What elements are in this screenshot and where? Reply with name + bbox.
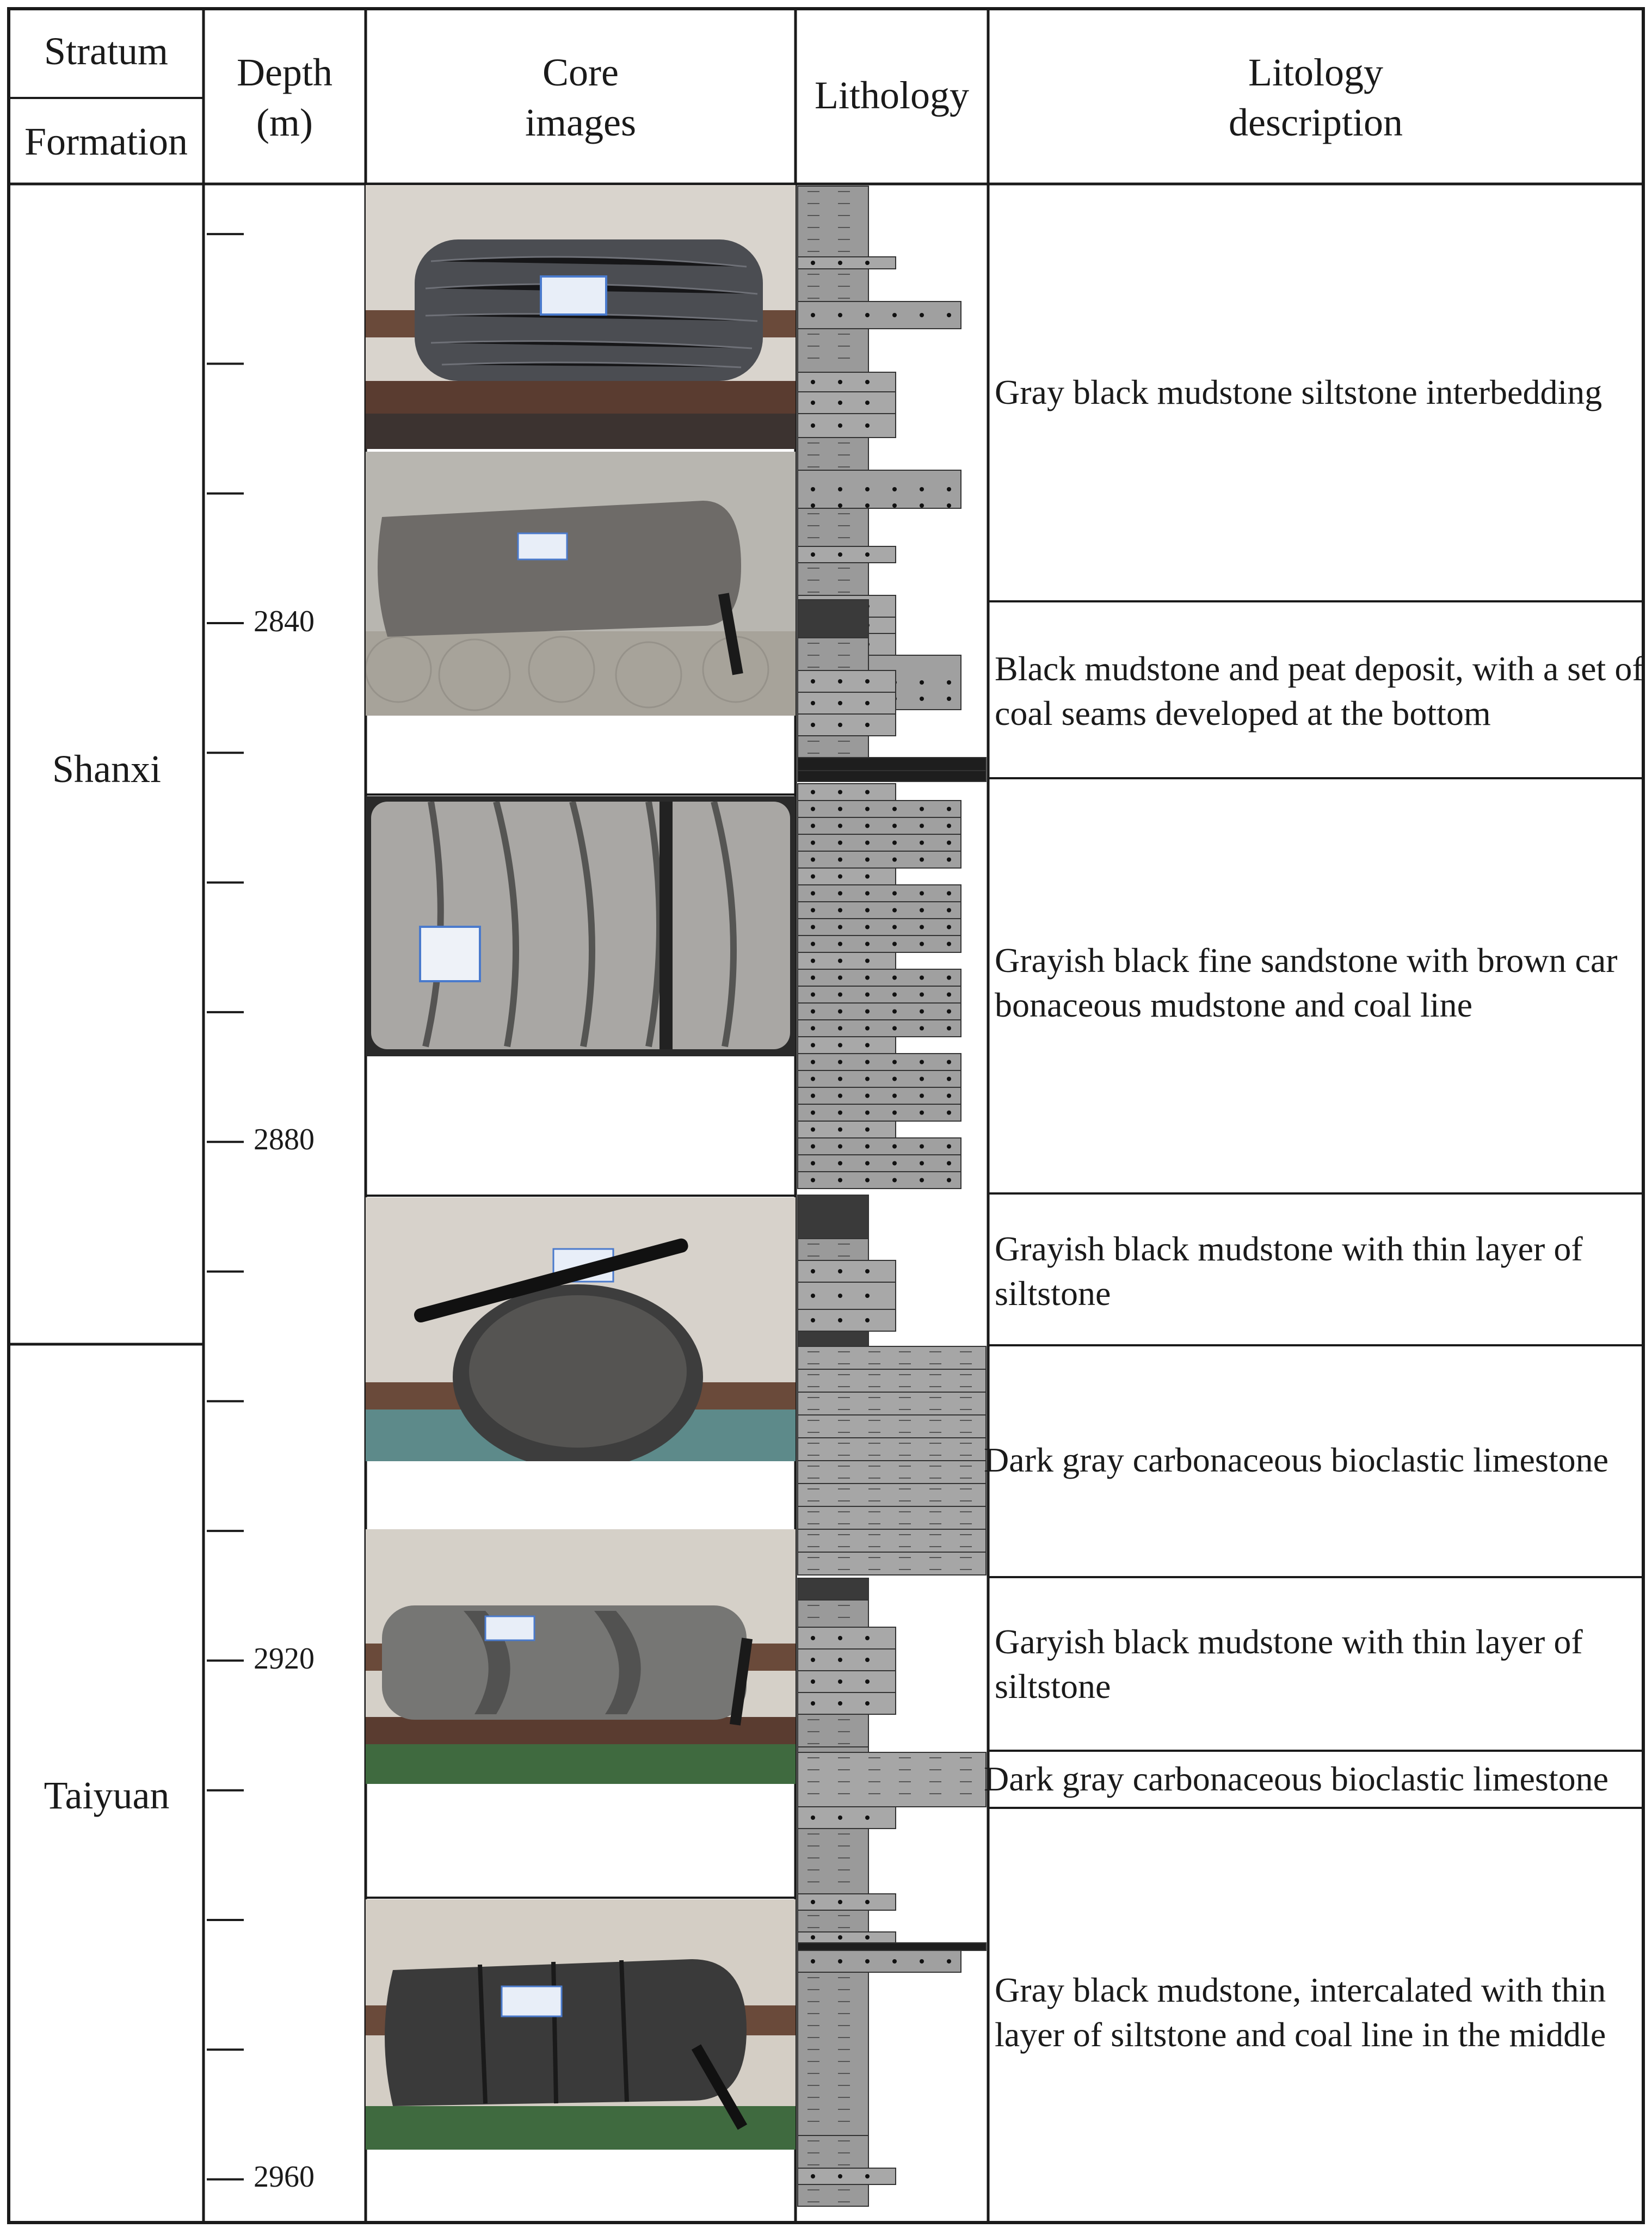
- lithology-bed: [798, 186, 868, 257]
- sand-dot: [811, 1900, 815, 1904]
- sand-dot: [811, 1161, 815, 1166]
- description-5: Dark gray carbonaceous bioclastic limestone: [984, 1441, 1608, 1479]
- sand-dot: [947, 1026, 951, 1031]
- sand-dot: [920, 503, 924, 508]
- sand-dot: [838, 875, 842, 879]
- lithology-bed: [798, 969, 961, 986]
- sand-dot: [811, 1318, 815, 1322]
- sand-dot: [865, 423, 870, 428]
- lithology-bed: [798, 1438, 986, 1461]
- sand-dot: [865, 1294, 870, 1298]
- depth-label-2840: 2840: [254, 605, 315, 638]
- lithology-bed: [798, 736, 868, 758]
- sand-dot: [947, 1178, 951, 1183]
- lithology-bed: [798, 885, 961, 902]
- sand-dot: [865, 723, 870, 727]
- sand-dot: [811, 1043, 815, 1048]
- sand-dot: [838, 423, 842, 428]
- sand-dot: [865, 1161, 870, 1166]
- sand-dot: [838, 552, 842, 557]
- sand-dot: [947, 993, 951, 997]
- sand-dot: [838, 1959, 842, 1964]
- sand-dot: [838, 1679, 842, 1684]
- lithology-bed: [798, 758, 986, 771]
- sand-dot: [865, 552, 870, 557]
- sand-dot: [838, 1043, 842, 1048]
- sand-dot: [865, 1010, 870, 1014]
- formation-taiyuan: Taiyuan: [44, 1774, 170, 1817]
- header-lithology: Lithology: [815, 73, 969, 117]
- depth-label-2960: 2960: [254, 2160, 315, 2194]
- sand-dot: [865, 1815, 870, 1820]
- sand-dot: [811, 552, 815, 557]
- sand-dot: [865, 790, 870, 795]
- sand-dot: [865, 1128, 870, 1132]
- sand-dot: [947, 503, 951, 508]
- lithology-bed: [798, 1910, 868, 1932]
- sand-dot: [892, 503, 897, 508]
- sand-dot: [892, 858, 897, 862]
- lithology-bed: [798, 1020, 961, 1037]
- sand-dot: [892, 1026, 897, 1031]
- sand-dot: [865, 1111, 870, 1115]
- sand-dot: [920, 680, 924, 685]
- lithology-bed: [798, 1331, 868, 1347]
- header-formation: Formation: [24, 120, 188, 163]
- sand-dot: [920, 908, 924, 913]
- sand-dot: [865, 1658, 870, 1662]
- sand-dot: [865, 1269, 870, 1273]
- sand-dot: [920, 1026, 924, 1031]
- sand-dot: [811, 1269, 815, 1273]
- sand-dot: [811, 401, 815, 405]
- sand-dot: [811, 1128, 815, 1132]
- sand-dot: [892, 993, 897, 997]
- lithology-bed: [798, 1239, 868, 1260]
- sand-dot: [811, 942, 815, 946]
- sand-dot: [838, 790, 842, 795]
- sand-dot: [865, 1701, 870, 1706]
- sand-dot: [838, 942, 842, 946]
- sand-dot: [811, 2174, 815, 2178]
- sand-dot: [811, 841, 815, 845]
- sand-dot: [838, 1294, 842, 1298]
- sand-dot: [838, 487, 842, 491]
- lithology-bed: [798, 1747, 868, 1752]
- sand-dot: [838, 1128, 842, 1132]
- sand-dot: [811, 1701, 815, 1706]
- core-photo-1: [366, 185, 796, 449]
- sand-dot: [838, 1269, 842, 1273]
- description-3: Grayish black fine sandstone with brown car bonaceous mudstone and coal line: [995, 941, 1618, 1024]
- lithology-bed: [798, 902, 961, 919]
- sand-dot: [811, 723, 815, 727]
- lithology-bed: [798, 1346, 986, 1369]
- sand-dot: [811, 976, 815, 980]
- sand-dot: [892, 1144, 897, 1149]
- lithology-bed: [798, 1484, 986, 1506]
- sand-dot: [920, 824, 924, 828]
- sand-dot: [811, 858, 815, 862]
- sand-dot: [865, 875, 870, 879]
- sand-dot: [838, 1178, 842, 1183]
- sand-dot: [947, 858, 951, 862]
- lithology-bed: [798, 1529, 986, 1552]
- sand-dot: [838, 1900, 842, 1904]
- sand-dot: [892, 1161, 897, 1166]
- sand-dot: [947, 1010, 951, 1014]
- sand-dot: [865, 313, 870, 317]
- sand-dot: [838, 858, 842, 862]
- sand-dot: [892, 313, 897, 317]
- sand-dot: [865, 1144, 870, 1149]
- sand-dot: [947, 1077, 951, 1081]
- sand-dot: [811, 1935, 815, 1940]
- sand-dot: [920, 925, 924, 930]
- description-4: Grayish black mudstone with thin layer of siltstone: [995, 1229, 1583, 1313]
- sand-dot: [865, 841, 870, 845]
- sand-dot: [892, 976, 897, 980]
- sand-dot: [892, 1111, 897, 1115]
- lithology-bed: [798, 834, 961, 851]
- sand-dot: [811, 1636, 815, 1640]
- core-photo-5: [366, 1529, 796, 1784]
- lithology-bed: [798, 1087, 961, 1104]
- description-7: Dark gray carbonaceous bioclastic limestone: [984, 1759, 1608, 1798]
- sand-dot: [865, 993, 870, 997]
- lithology-bed: [798, 1369, 986, 1392]
- sand-dot: [892, 1959, 897, 1964]
- sand-dot: [865, 858, 870, 862]
- sand-dot: [865, 925, 870, 930]
- sand-dot: [947, 807, 951, 811]
- sand-dot: [947, 680, 951, 685]
- sand-dot: [920, 1111, 924, 1115]
- sand-dot: [811, 959, 815, 963]
- lithology-bed: [798, 1943, 986, 1950]
- sand-dot: [865, 261, 870, 265]
- sand-dot: [920, 942, 924, 946]
- sand-dot: [838, 1815, 842, 1820]
- sand-dot: [892, 1094, 897, 1098]
- sand-dot: [865, 679, 870, 684]
- sand-dot: [892, 1178, 897, 1183]
- sand-dot: [838, 1658, 842, 1662]
- sand-dot: [865, 1679, 870, 1684]
- sand-dot: [865, 1935, 870, 1940]
- sand-dot: [865, 891, 870, 896]
- core-photo-3: [366, 796, 796, 1056]
- sand-dot: [865, 807, 870, 811]
- lithology-bed: [798, 1138, 961, 1155]
- sand-dot: [920, 1161, 924, 1166]
- sand-dot: [838, 959, 842, 963]
- sand-dot: [838, 1161, 842, 1166]
- sand-dot: [838, 993, 842, 997]
- sand-dot: [811, 790, 815, 795]
- sand-dot: [811, 423, 815, 428]
- sand-dot: [811, 891, 815, 896]
- depth-label-2920: 2920: [254, 1642, 315, 1676]
- sand-dot: [920, 1060, 924, 1064]
- sand-dot: [811, 908, 815, 913]
- sand-dot: [892, 824, 897, 828]
- sand-dot: [811, 1144, 815, 1149]
- sand-dot: [892, 925, 897, 930]
- lithology-bed: [798, 1070, 961, 1087]
- sand-dot: [947, 925, 951, 930]
- lithology-bed: [798, 771, 986, 781]
- lithology-bed: [798, 1600, 868, 1627]
- description-2: Black mudstone and peat deposit, with a set of coal seams developed at the bottom: [995, 649, 1644, 733]
- lithology-bed: [798, 1950, 961, 1972]
- sand-dot: [865, 503, 870, 508]
- sand-dot: [865, 380, 870, 384]
- sand-dot: [865, 959, 870, 963]
- sand-dot: [947, 1144, 951, 1149]
- lithology-bed: [798, 1195, 868, 1239]
- sand-dot: [865, 1077, 870, 1081]
- sand-dot: [865, 1043, 870, 1048]
- lithology-bed: [798, 801, 961, 817]
- sand-dot: [838, 1701, 842, 1706]
- sand-dot: [838, 701, 842, 705]
- sand-dot: [920, 1178, 924, 1183]
- lithology-bed: [798, 1461, 986, 1484]
- header-depth: Depth (m): [237, 51, 332, 144]
- lithology-bed: [798, 1392, 986, 1415]
- sand-dot: [838, 1318, 842, 1322]
- sand-dot: [838, 891, 842, 896]
- sand-dot: [920, 1144, 924, 1149]
- lithology-bed: [798, 1155, 961, 1172]
- lithology-bed: [798, 329, 868, 372]
- sand-dot: [865, 824, 870, 828]
- core-photo-4: [366, 1197, 796, 1461]
- sand-dot: [838, 313, 842, 317]
- sand-dot: [811, 1077, 815, 1081]
- lithology-bed: [798, 301, 961, 329]
- sand-dot: [811, 1178, 815, 1183]
- sand-dot: [811, 701, 815, 705]
- sand-dot: [865, 2174, 870, 2178]
- sand-dot: [865, 908, 870, 913]
- lithology-bed: [798, 1104, 961, 1121]
- sand-dot: [920, 976, 924, 980]
- lithology-bed: [798, 470, 961, 508]
- sand-dot: [838, 1026, 842, 1031]
- sand-dot: [838, 503, 842, 508]
- sand-dot: [838, 1060, 842, 1064]
- sand-dot: [865, 1178, 870, 1183]
- lithology-bed: [798, 986, 961, 1003]
- lithology-column: [798, 186, 986, 2206]
- sand-dot: [920, 993, 924, 997]
- sand-dot: [947, 841, 951, 845]
- sand-dot: [865, 701, 870, 705]
- sand-dot: [865, 487, 870, 491]
- sand-dot: [838, 925, 842, 930]
- lithology-bed: [798, 935, 961, 952]
- lithology-bed: [798, 1578, 868, 1600]
- sand-dot: [892, 1077, 897, 1081]
- sand-dot: [811, 1060, 815, 1064]
- sand-dot: [947, 824, 951, 828]
- sand-dot: [865, 976, 870, 980]
- sand-dot: [811, 1026, 815, 1031]
- sand-dot: [838, 1010, 842, 1014]
- sand-dot: [838, 723, 842, 727]
- sand-dot: [838, 1144, 842, 1149]
- sand-dot: [920, 1959, 924, 1964]
- sand-dot: [865, 1959, 870, 1964]
- sand-dot: [811, 380, 815, 384]
- sand-dot: [811, 487, 815, 491]
- sand-dot: [947, 891, 951, 896]
- sand-dot: [920, 313, 924, 317]
- sand-dot: [920, 1010, 924, 1014]
- sand-dot: [892, 841, 897, 845]
- sand-dot: [811, 1094, 815, 1098]
- lithology-bed: [798, 600, 868, 638]
- sand-dot: [811, 1294, 815, 1298]
- description-1: Gray black mudstone siltstone interbedding: [995, 373, 1602, 411]
- sand-dot: [838, 679, 842, 684]
- lithology-bed: [798, 851, 961, 868]
- sand-dot: [865, 1060, 870, 1064]
- description-6: Garyish black mudstone with thin layer of siltstone: [995, 1622, 1583, 1706]
- lithology-bed: [798, 1972, 868, 2135]
- lithology-bed: [798, 1752, 986, 1807]
- sand-dot: [920, 697, 924, 701]
- sand-dot: [838, 807, 842, 811]
- sand-dot: [947, 976, 951, 980]
- sand-dot: [920, 841, 924, 845]
- sand-dot: [838, 841, 842, 845]
- sand-dot: [920, 891, 924, 896]
- lithology-bed: [798, 1829, 868, 1894]
- lithology-bed: [798, 1172, 961, 1189]
- sand-dot: [920, 807, 924, 811]
- sand-dot: [838, 380, 842, 384]
- sand-dot: [865, 942, 870, 946]
- sand-dot: [892, 1060, 897, 1064]
- lithology-bed: [798, 1003, 961, 1020]
- depth-ticks: [207, 234, 244, 2180]
- depth-label-2880: 2880: [254, 1123, 315, 1156]
- sand-dot: [920, 487, 924, 491]
- description-8: Gray black mudstone, intercalated with thin layer of siltstone and coal line in the middle: [995, 1971, 1606, 2054]
- sand-dot: [811, 824, 815, 828]
- sand-dot: [947, 942, 951, 946]
- sand-dot: [865, 1026, 870, 1031]
- sand-dot: [838, 1636, 842, 1640]
- sand-dot: [811, 1679, 815, 1684]
- header-core-images: Core images: [525, 51, 636, 144]
- core-photo-2: [366, 452, 796, 716]
- lithology-bed: [798, 817, 961, 834]
- header-description: Litology description: [1229, 51, 1403, 144]
- sand-dot: [811, 1658, 815, 1662]
- formation-shanxi: Shanxi: [52, 747, 161, 791]
- lithology-bed: [798, 2184, 868, 2206]
- sand-dot: [947, 697, 951, 701]
- sand-dot: [811, 1959, 815, 1964]
- sand-dot: [947, 1094, 951, 1098]
- sand-dot: [838, 1077, 842, 1081]
- sand-dot: [892, 908, 897, 913]
- sand-dot: [892, 891, 897, 896]
- sand-dot: [865, 1636, 870, 1640]
- sand-dot: [811, 993, 815, 997]
- sand-dot: [838, 1094, 842, 1098]
- sand-dot: [947, 1111, 951, 1115]
- sand-dot: [811, 503, 815, 508]
- sand-dot: [838, 401, 842, 405]
- sand-dot: [811, 807, 815, 811]
- core-photo-6: [366, 1899, 796, 2150]
- sand-dot: [920, 858, 924, 862]
- sand-dot: [947, 908, 951, 913]
- sand-dot: [892, 487, 897, 491]
- sand-dot: [865, 1900, 870, 1904]
- sand-dot: [947, 313, 951, 317]
- sand-dot: [811, 1111, 815, 1115]
- sand-dot: [838, 1935, 842, 1940]
- sand-dot: [838, 908, 842, 913]
- sand-dot: [947, 1161, 951, 1166]
- sand-dot: [947, 1959, 951, 1964]
- header-stratum: Stratum: [44, 29, 168, 73]
- sand-dot: [811, 679, 815, 684]
- lithology-bed: [798, 1054, 961, 1070]
- sand-dot: [892, 942, 897, 946]
- lithology-bed: [798, 1552, 986, 1575]
- sand-dot: [892, 1010, 897, 1014]
- sand-dot: [920, 1094, 924, 1098]
- sand-dot: [838, 2174, 842, 2178]
- sand-dot: [838, 261, 842, 265]
- sand-dot: [892, 807, 897, 811]
- sand-dot: [811, 1010, 815, 1014]
- sand-dot: [838, 824, 842, 828]
- sand-dot: [811, 261, 815, 265]
- sand-dot: [865, 1318, 870, 1322]
- sand-dot: [811, 1815, 815, 1820]
- lithology-bed: [798, 1415, 986, 1438]
- sand-dot: [947, 487, 951, 491]
- sand-dot: [865, 1094, 870, 1098]
- lithology-bed: [798, 1506, 986, 1529]
- sand-dot: [811, 313, 815, 317]
- lithology-bed: [798, 919, 961, 935]
- sand-dot: [811, 925, 815, 930]
- sand-dot: [838, 1111, 842, 1115]
- sand-dot: [838, 976, 842, 980]
- sand-dot: [947, 1060, 951, 1064]
- sand-dot: [920, 1077, 924, 1081]
- sand-dot: [865, 401, 870, 405]
- sand-dot: [811, 875, 815, 879]
